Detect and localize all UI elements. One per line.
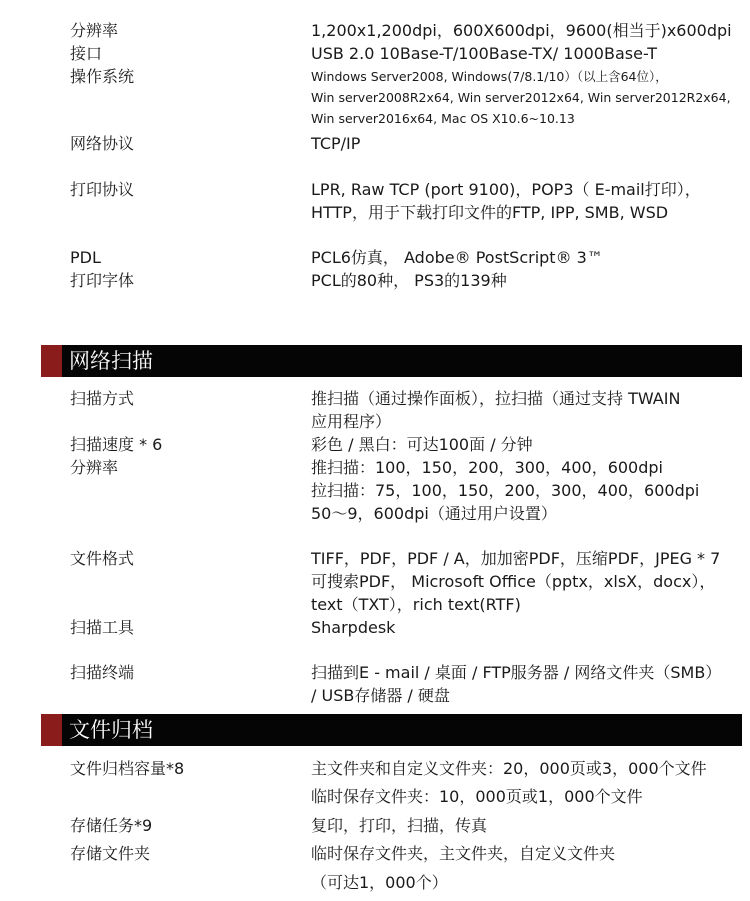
section-header-network-scan [41,345,742,377]
value-interface: USB 2.0 10Base-T/100Base-TX/ 1000Base-T [311,44,658,63]
value-filing-capacity-line2: 临时保存文件夹：10，000页或1，000个文件 [311,787,643,806]
value-file-format-line2: 可搜索PDF， Microsoft Office（pptx，xlsX，docx）， [311,572,716,591]
value-file-format-line3: text（TXT），rich text(RTF) [311,595,521,614]
label-scan-resolution: 分辨率 [70,458,119,477]
value-scan-resolution-line3: 50～9，600dpi（通过用户设置） [311,504,557,523]
label-print-fonts: 打印字体 [70,271,135,290]
label-scan-destination: 扫描终端 [70,663,135,682]
value-pdl: PCL6仿真， Adobe® PostScript® 3™ [311,248,603,267]
value-storage-folders-line1: 临时保存文件夹，主文件夹，自定义文件夹 [311,844,616,863]
label-print-protocol: 打印协议 [70,180,135,199]
value-print-protocol-line2: HTTP，用于下载打印文件的FTP, IPP, SMB, WSD [311,203,669,222]
label-interface: 接口 [70,44,103,63]
value-network-protocol: TCP/IP [311,134,361,153]
value-scan-resolution-line2: 拉扫描：75，100，150，200，300，400，600dpi [311,481,700,500]
value-scan-destination-line2: / USB存储器 / 硬盘 [311,686,450,705]
label-filing-capacity: 文件归档容量*8 [70,759,185,778]
value-storage-folders-line2: （可达1，000个） [311,873,448,892]
label-scan-method: 扫描方式 [70,389,135,408]
value-filing-capacity-line1: 主文件夹和自定义文件夹：20，000页或3，000个文件 [311,759,707,778]
value-resolution: 1,200x1,200dpi，600X600dpi，9600(相当于)x600dpi [311,21,732,40]
section-header-document-filing [41,714,742,746]
value-print-protocol-line1: LPR, Raw TCP (port 9100)，POP3（ E-mail打印）， [311,180,701,199]
label-resolution: 分辨率 [70,21,119,40]
label-stored-jobs: 存储任务*9 [70,816,153,835]
label-file-format: 文件格式 [70,549,135,568]
label-scan-speed: 扫描速度 * 6 [70,435,163,454]
value-scan-resolution-line1: 推扫描：100，150，200，300，400，600dpi [311,458,663,477]
value-os-line3: Win server2016x64, Mac OS X10.6~10.13 [311,111,575,126]
label-os: 操作系统 [70,67,135,86]
value-stored-jobs: 复印，打印，扫描，传真 [311,816,488,835]
section-title-document-filing: 文件归档 [69,718,153,742]
label-network-protocol: 网络协议 [70,134,135,153]
label-pdl: PDL [70,248,101,267]
value-os-line2: Win server2008R2x64, Win server2012x64, Win server2012R2x64, [311,90,731,105]
value-scan-method-line2: 应用程序） [311,412,392,431]
section-title-network-scan: 网络扫描 [69,349,153,373]
value-file-format-line1: TIFF，PDF，PDF / A，加加密PDF，压缩PDF，JPEG * 7 [311,549,721,568]
value-scan-method-line1: 推扫描（通过操作面板），拉扫描（通过支持 TWAIN [311,389,681,408]
section-accent-bar [41,714,62,746]
value-scan-tool: Sharpdesk [311,618,396,637]
section-accent-bar [41,345,62,377]
value-os-line1: Windows Server2008, Windows(7/8.1/10）（以上含64位）， [311,69,668,84]
value-scan-speed: 彩色 / 黑白：可达100面 / 分钟 [311,435,533,454]
label-storage-folders: 存储文件夹 [70,844,151,863]
label-scan-tool: 扫描工具 [70,618,135,637]
value-print-fonts: PCL的80种， PS3的139种 [311,271,507,290]
value-scan-destination-line1: 扫描到E - mail / 桌面 / FTP服务器 / 网络文件夹（SMB） [311,663,722,682]
